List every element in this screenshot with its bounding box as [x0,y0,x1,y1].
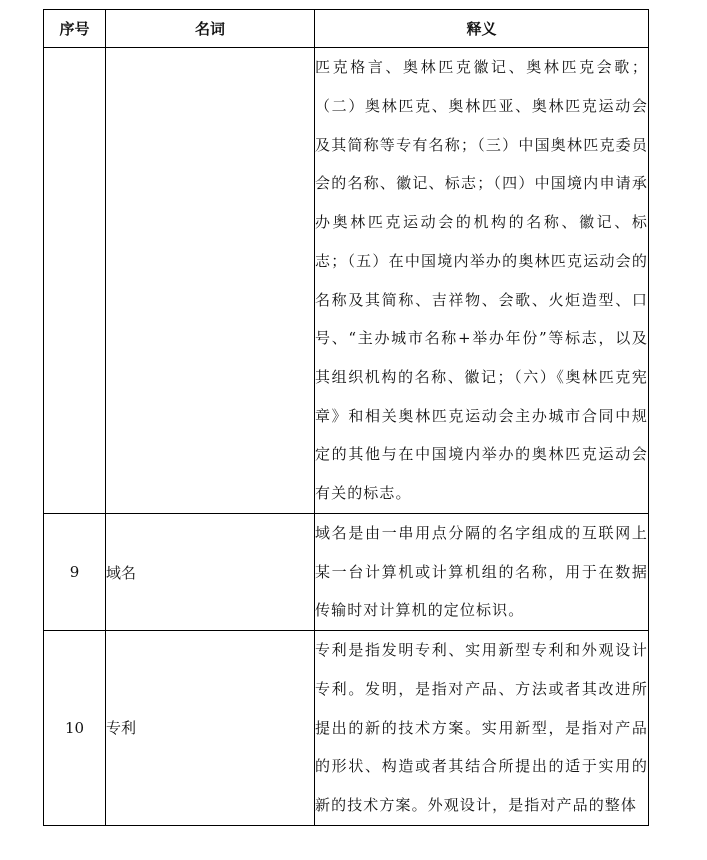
row-index [44,48,106,514]
table-row [44,514,649,631]
table-body [44,48,649,826]
table-header [44,10,649,48]
row-term: 域名 [106,514,315,631]
table-row [44,631,649,826]
row-term: 专利 [106,631,315,826]
header-definition: 释义 [315,10,649,48]
table-row [44,48,649,514]
row-definition: 匹克格言、奥林匹克徽记、奥林匹克会歌；（二）奥林匹克、奥林匹亚、奥林匹克运动会及其简称等专有名称；（三）中国奥林匹克委员会的名称、徽记、标志；（四）中国境内申请承办奥林匹克运动会的机构的名称、徽记、标志；（五）在中国境内举办的奥林匹克运动会的名称及其简称、吉祥物、会歌、火炬造型、口号、“主办城市名称+举办年份”等标志，以及其组织机构的名称、徽记；（六）《奥林匹克宪章》和相关奥林匹克运动会主办城市合同中规定的其他与在中国境内举办的奥林匹克运动会有关的标志。 [315,48,649,514]
row-index: 10 [44,631,106,826]
header-index: 序号 [44,10,106,48]
header-row [44,10,649,48]
row-term [106,48,315,514]
row-index: 9 [44,514,106,631]
row-definition: 专利是指发明专利、实用新型专利和外观设计专利。发明，是指对产品、方法或者其改进所提出的新的技术方案。实用新型，是指对产品的形状、构造或者其结合所提出的适于实用的新的技术方案。外观设计，是指对产品的整体 [315,631,649,826]
header-term: 名词 [106,10,315,48]
row-definition: 域名是由一串用点分隔的名字组成的互联网上某一台计算机或计算机组的名称，用于在数据传输时对计算机的定位标识。 [315,514,649,631]
glossary-table [43,9,649,826]
